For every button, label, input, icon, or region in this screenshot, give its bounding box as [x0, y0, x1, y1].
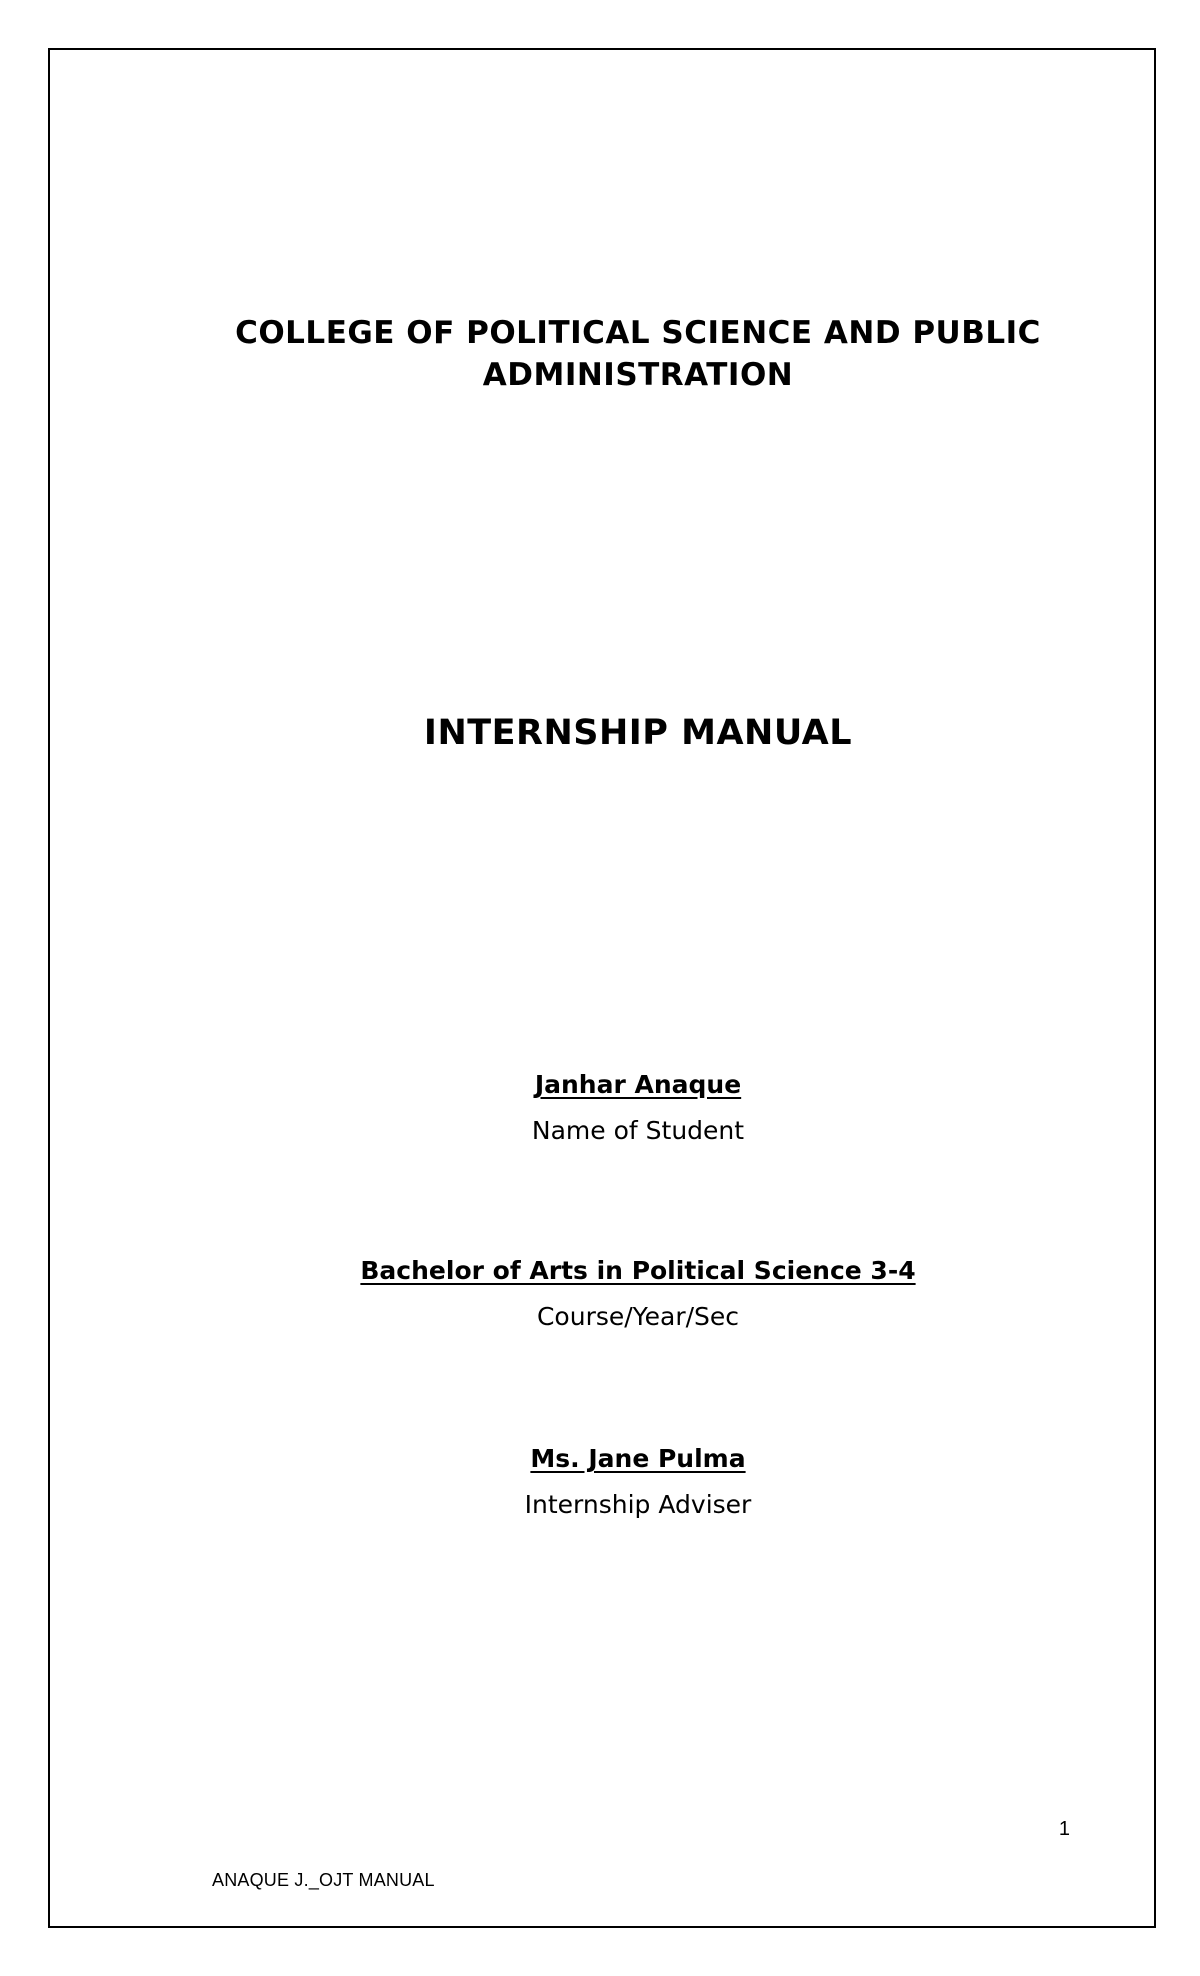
- student-name-label: Name of Student: [531, 1116, 745, 1145]
- adviser-name: Ms. Jane Pulma: [530, 1444, 746, 1473]
- college-title: [180, 312, 1096, 396]
- college-title-line2: ADMINISTRATION: [482, 357, 794, 393]
- course-value: Bachelor of Arts in Political Science 3-4: [360, 1256, 916, 1285]
- course-section: [180, 1254, 1096, 1334]
- college-title-line1: COLLEGE OF POLITICAL SCIENCE AND PUBLIC: [235, 315, 1041, 351]
- student-section: [180, 1068, 1096, 1148]
- student-name: Janhar Anaque: [534, 1070, 742, 1099]
- document-title: INTERNSHIP MANUAL: [423, 713, 853, 753]
- footer-text: ANAQUE J._OJT MANUAL: [212, 1870, 435, 1890]
- course-label: Course/Year/Sec: [536, 1302, 740, 1331]
- adviser-section: [180, 1442, 1096, 1522]
- page-number: 1: [1058, 1818, 1070, 1840]
- adviser-label: Internship Adviser: [524, 1490, 752, 1519]
